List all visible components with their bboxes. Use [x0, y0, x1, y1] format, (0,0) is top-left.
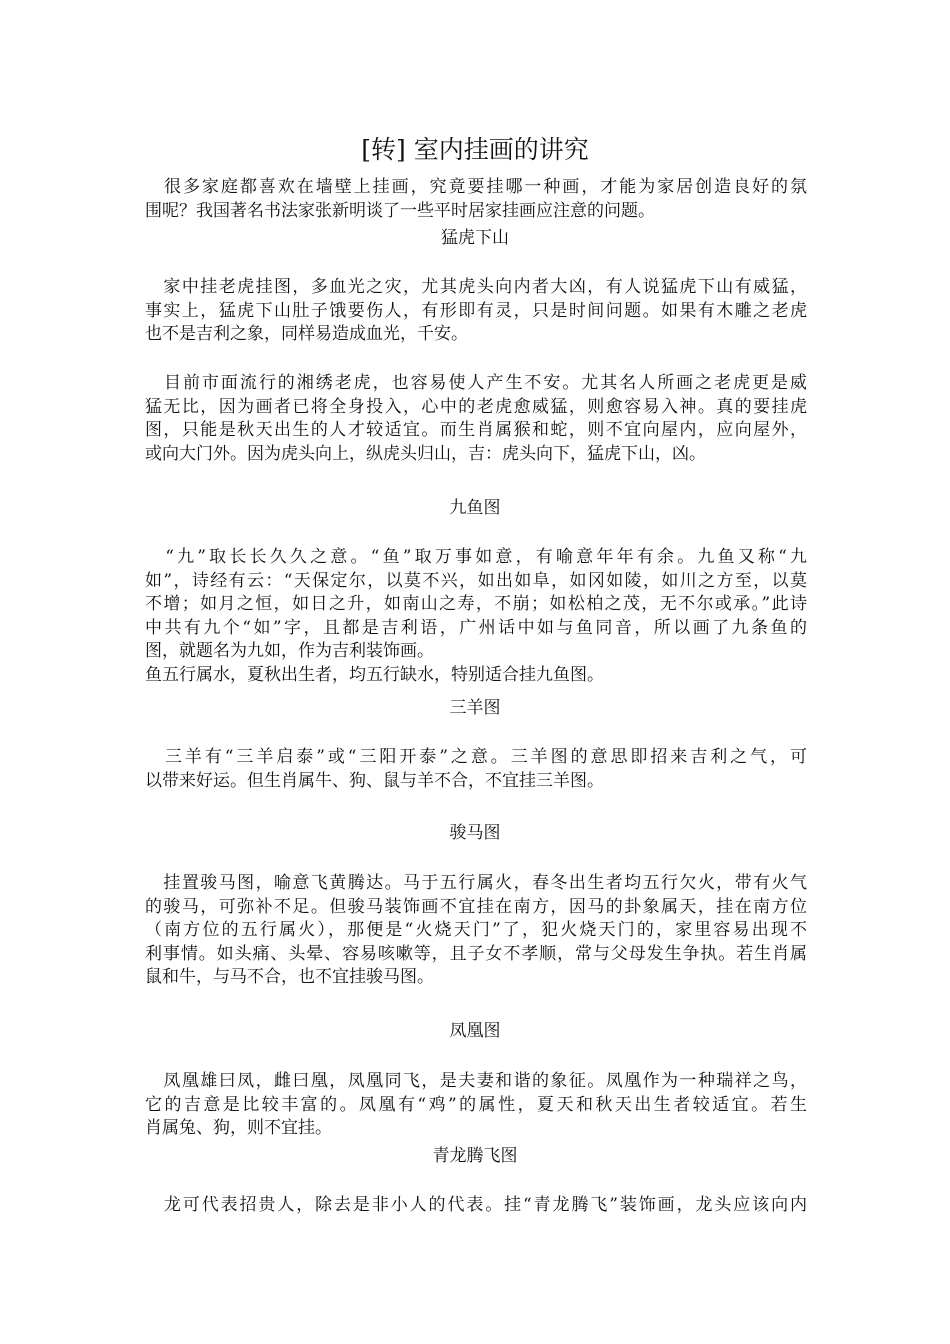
text-line: 鼠和牛，与马不合，也不宜挂骏马图。: [145, 967, 434, 987]
text-line: 很多家庭都喜欢在墙壁上挂画，究竟要挂哪一种画，才能为家居创造良好的氛: [145, 177, 807, 197]
three-goats-paragraph: [145, 746, 807, 793]
text-line: 或向大门外。因为虎头向上，纵虎头归山，吉：虎头向下，猛虎下山，凶。: [145, 443, 706, 464]
text-line: 如”，诗经有云：“天保定尔，以莫不兴，如出如阜，如冈如陵，如川之方至，以莫: [145, 570, 807, 591]
section-heading-phoenix: 凤凰图: [449, 1021, 501, 1041]
text-line: 肖属兔、狗，则不宜挂。: [145, 1118, 332, 1138]
section-heading-dragon: 青龙腾飞图: [432, 1146, 518, 1166]
section-heading-three-goats: 三羊图: [449, 698, 501, 718]
text-line: 事实上，猛虎下山肚子饿要伤人，有形即有灵，只是时间问题。如果有木雕之老虎: [145, 300, 807, 321]
text-line: 图，只能是秋天出生的人才较适宜。而生肖属猴和蛇，则不宜向屋内，应向屋外，: [145, 420, 807, 440]
dragon-paragraph: [145, 1194, 807, 1218]
text-line: 围呢？我国著名书法家张新明谈了一些平时居家挂画应注意的问题。: [145, 200, 655, 221]
document-title: [转] 室内挂画的讲究: [361, 135, 589, 164]
text-line: 家中挂老虎挂图，多血光之灾，尤其虎头向内者大凶，有人说猛虎下山有威猛，: [145, 277, 807, 297]
text-line: 不增；如月之恒，如日之升，如南山之寿，不崩；如松柏之茂，无不尔或承。”此诗: [145, 594, 807, 614]
text-line: 龙可代表招贵人，除去是非小人的代表。挂“青龙腾飞”装饰画，龙头应该向内: [145, 1195, 807, 1215]
text-line: 利事情。如头痛、头晕、容易咳嗽等，且子女不孝顺，常与父母发生争执。若生肖属: [145, 943, 807, 964]
text-line: 目前市面流行的湘绣老虎，也容易使人产生不安。尤其名人所画之老虎更是威: [145, 373, 807, 393]
text-line: 凤凰雄曰凤，雌曰凰，凤凰同飞，是夫妻和谐的象征。凤凰作为一种瑞祥之鸟，: [145, 1071, 807, 1091]
tiger-paragraph-2: [145, 372, 807, 466]
text-line: 它的吉意是比较丰富的。凤凰有“鸡”的属性，夏天和秋天出生者较适宜。若生: [145, 1094, 807, 1115]
text-line: 图，就题名为九如，作为吉利装饰画。: [145, 641, 434, 661]
text-line: 挂置骏马图，喻意飞黄腾达。马于五行属火，春冬出生者均五行欠火，带有火气: [145, 873, 807, 893]
text-line: 猛无比，因为画者已将全身投入，心中的老虎愈威猛，则愈容易入神。真的要挂虎: [145, 396, 807, 417]
section-heading-nine-fish: 九鱼图: [449, 498, 501, 518]
text-line: “九”取长长久久之意。“鱼”取万事如意，有喻意年年有余。九鱼又称“九: [145, 547, 807, 567]
text-line: （南方位的五行属火），那便是“火烧天门”了，犯火烧天门的，家里容易出现不: [145, 920, 807, 940]
section-heading-tiger: 猛虎下山: [441, 228, 509, 248]
text-line: 三羊有“三羊启泰”或“三阳开泰”之意。三羊图的意思即招来吉利之气，可: [145, 747, 807, 767]
text-line: 以带来好运。但生肖属牛、狗、鼠与羊不合，不宜挂三羊图。: [145, 770, 604, 791]
text-line: 鱼五行属水，夏秋出生者，均五行缺水，特别适合挂九鱼图。: [145, 664, 604, 685]
section-heading-horse: 骏马图: [449, 823, 501, 843]
phoenix-paragraph: [145, 1070, 807, 1141]
text-line: 的骏马，可弥补不足。但骏马装饰画不宜挂在南方，因马的卦象属天，挂在南方位: [145, 896, 807, 917]
text-line: 中共有九个“如”字，且都是吉利语，广州话中如与鱼同音，所以画了九条鱼的: [145, 617, 807, 638]
intro-paragraph: [145, 176, 807, 223]
nine-fish-paragraph: [145, 546, 807, 687]
text-line: 也不是吉利之象，同样易造成血光，千安。: [145, 324, 468, 344]
tiger-paragraph-1: [145, 276, 807, 347]
horse-paragraph: [145, 872, 807, 990]
